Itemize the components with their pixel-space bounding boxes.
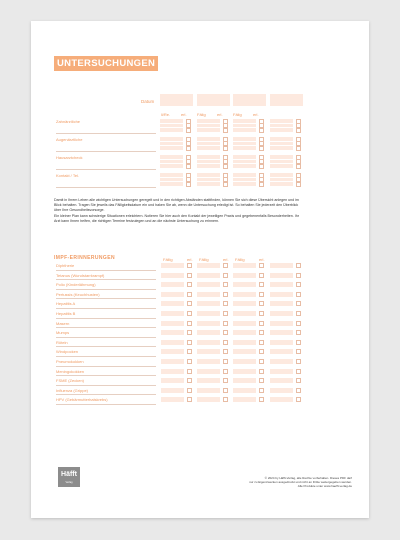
column-header: erl. xyxy=(217,112,223,117)
date-field[interactable] xyxy=(197,311,220,316)
date-field[interactable] xyxy=(160,182,183,186)
done-checkbox[interactable] xyxy=(187,311,192,316)
done-checkbox[interactable] xyxy=(223,282,228,287)
date-field[interactable] xyxy=(233,330,256,335)
done-checkbox[interactable] xyxy=(259,182,264,187)
date-field[interactable] xyxy=(197,142,220,146)
logo-subtitle: Verlag xyxy=(65,481,73,484)
date-field[interactable] xyxy=(233,263,256,268)
date-field[interactable] xyxy=(233,119,256,123)
done-checkbox[interactable] xyxy=(223,128,228,133)
date-field[interactable] xyxy=(197,388,220,393)
done-checkbox[interactable] xyxy=(259,378,264,383)
vaccine-label: Tetanus (Wundstarrkrampf) xyxy=(56,272,105,278)
column-header: Fällig xyxy=(163,257,173,262)
done-checkbox[interactable] xyxy=(187,273,192,278)
row-divider xyxy=(56,270,156,271)
date-field[interactable] xyxy=(270,330,293,335)
header-cell xyxy=(197,94,230,106)
date-field[interactable] xyxy=(197,340,220,345)
done-checkbox[interactable] xyxy=(187,321,192,326)
row-divider xyxy=(56,356,156,357)
date-field[interactable] xyxy=(270,155,293,159)
date-field[interactable] xyxy=(161,378,184,383)
date-field[interactable] xyxy=(161,388,184,393)
done-checkbox[interactable] xyxy=(296,292,301,297)
row-divider xyxy=(56,394,156,395)
copyright-line: © 2024 by Häfft-Verlag, alle Rechte vorbehalten. Dieses PDF darf xyxy=(264,476,352,480)
done-checkbox[interactable] xyxy=(296,273,301,278)
date-field[interactable] xyxy=(160,137,183,141)
date-field[interactable] xyxy=(160,160,183,164)
done-checkbox[interactable] xyxy=(223,263,228,268)
vaccine-label: Polio (Kinderlähmung) xyxy=(56,282,96,288)
done-checkbox[interactable] xyxy=(223,301,228,306)
done-checkbox[interactable] xyxy=(223,330,228,335)
vaccine-label: Pertussis (Keuchhusten) xyxy=(56,291,100,297)
row-divider xyxy=(56,327,156,328)
date-field[interactable] xyxy=(233,311,256,316)
done-checkbox[interactable] xyxy=(223,321,228,326)
done-checkbox[interactable] xyxy=(259,359,264,364)
date-field[interactable] xyxy=(161,349,184,354)
done-checkbox[interactable] xyxy=(223,349,228,354)
date-field[interactable] xyxy=(233,142,256,146)
done-checkbox[interactable] xyxy=(223,388,228,393)
done-checkbox[interactable] xyxy=(223,359,228,364)
header-cell xyxy=(270,94,303,106)
done-checkbox[interactable] xyxy=(223,397,228,402)
date-field[interactable] xyxy=(233,182,256,186)
row-divider xyxy=(56,385,156,386)
done-checkbox[interactable] xyxy=(296,369,301,374)
column-header: erl. xyxy=(259,257,265,262)
date-field[interactable] xyxy=(270,292,293,297)
done-checkbox[interactable] xyxy=(187,359,192,364)
date-field[interactable] xyxy=(161,263,184,268)
row-divider xyxy=(56,318,156,319)
done-checkbox[interactable] xyxy=(259,311,264,316)
date-field[interactable] xyxy=(197,178,220,182)
done-checkbox[interactable] xyxy=(223,146,228,151)
date-field[interactable] xyxy=(233,160,256,164)
date-field[interactable] xyxy=(270,369,293,374)
done-checkbox[interactable] xyxy=(296,282,301,287)
done-checkbox[interactable] xyxy=(259,282,264,287)
date-field[interactable] xyxy=(197,397,220,402)
date-field[interactable] xyxy=(161,340,184,345)
done-checkbox[interactable] xyxy=(187,397,192,402)
column-header: Fälig xyxy=(197,112,206,117)
date-field[interactable] xyxy=(197,273,220,278)
date-field[interactable] xyxy=(270,142,293,146)
row-label: Zahnärztliche xyxy=(56,119,81,124)
done-checkbox[interactable] xyxy=(259,146,264,151)
date-field[interactable] xyxy=(160,124,183,128)
vaccine-label: Hepatitis A xyxy=(56,301,76,307)
done-checkbox[interactable] xyxy=(186,128,191,133)
column-header: erl. xyxy=(181,112,187,117)
date-field[interactable] xyxy=(270,321,293,326)
done-checkbox[interactable] xyxy=(296,263,301,268)
done-checkbox[interactable] xyxy=(259,292,264,297)
done-checkbox[interactable] xyxy=(259,273,264,278)
vaccine-label: FSME (Zecken) xyxy=(56,378,85,384)
date-field[interactable] xyxy=(160,178,183,182)
date-field[interactable] xyxy=(233,273,256,278)
date-field[interactable] xyxy=(161,321,184,326)
date-field[interactable] xyxy=(197,119,220,123)
date-field[interactable] xyxy=(270,282,293,287)
date-field[interactable] xyxy=(197,128,220,132)
date-field[interactable] xyxy=(160,119,183,123)
date-field[interactable] xyxy=(160,173,183,177)
done-checkbox[interactable] xyxy=(296,340,301,345)
date-field[interactable] xyxy=(161,369,184,374)
done-checkbox[interactable] xyxy=(187,282,192,287)
done-checkbox[interactable] xyxy=(187,301,192,306)
column-header: Fälig xyxy=(233,112,242,117)
vaccine-label: Pneumokokken xyxy=(56,359,84,364)
done-checkbox[interactable] xyxy=(296,359,301,364)
date-field[interactable] xyxy=(197,146,220,150)
done-checkbox[interactable] xyxy=(259,388,264,393)
date-field[interactable] xyxy=(233,369,256,374)
done-checkbox[interactable] xyxy=(223,378,228,383)
date-field[interactable] xyxy=(161,282,184,287)
date-field[interactable] xyxy=(233,137,256,141)
done-checkbox[interactable] xyxy=(223,340,228,345)
column-header: Fällig xyxy=(235,257,245,262)
date-field[interactable] xyxy=(233,124,256,128)
vaccine-label: Hepatitis B xyxy=(56,311,76,316)
done-checkbox[interactable] xyxy=(259,340,264,345)
date-field[interactable] xyxy=(233,292,256,297)
date-field[interactable] xyxy=(233,164,256,168)
date-field[interactable] xyxy=(161,273,184,278)
done-checkbox[interactable] xyxy=(296,311,301,316)
done-checkbox[interactable] xyxy=(296,378,301,383)
date-field[interactable] xyxy=(270,340,293,345)
date-field[interactable] xyxy=(197,160,220,164)
date-field[interactable] xyxy=(161,301,184,306)
done-checkbox[interactable] xyxy=(296,128,301,133)
date-field[interactable] xyxy=(270,124,293,128)
done-checkbox[interactable] xyxy=(296,349,301,354)
date-field[interactable] xyxy=(197,292,220,297)
row-divider xyxy=(56,169,156,170)
date-field[interactable] xyxy=(197,349,220,354)
vaccine-label: Influenza (Grippe) xyxy=(56,387,89,393)
logo-text: Häfft xyxy=(61,471,77,478)
date-field[interactable] xyxy=(233,388,256,393)
done-checkbox[interactable] xyxy=(259,263,264,268)
row-divider xyxy=(56,346,156,347)
done-checkbox[interactable] xyxy=(259,321,264,326)
date-field[interactable] xyxy=(270,160,293,164)
date-field[interactable] xyxy=(197,155,220,159)
date-field[interactable] xyxy=(270,359,293,364)
date-field[interactable] xyxy=(233,378,256,383)
date-field[interactable] xyxy=(197,263,220,268)
done-checkbox[interactable] xyxy=(296,146,301,151)
row-divider xyxy=(56,133,156,134)
done-checkbox[interactable] xyxy=(223,273,228,278)
date-field[interactable] xyxy=(270,378,293,383)
date-field[interactable] xyxy=(233,128,256,132)
intro-paragraph: Damit in Ihrem Leben alle wichtigen Untersuchungen geregelt und in den richtigen Abständen stattfinden, können Sie sich diese Übersicht anlegen und im Blick behalten. Tragen Sie jeweils das Fälligkeitsdatum ein und haken Sie ab, wenn die Untersuchung erledigt ist. So behalten Sie jederzeit den Überblick über Ihre Gesundheitsvorsorge. xyxy=(54,198,299,213)
date-field[interactable] xyxy=(160,128,183,132)
row-divider xyxy=(56,279,156,280)
date-field[interactable] xyxy=(270,301,293,306)
done-checkbox[interactable] xyxy=(223,182,228,187)
date-field[interactable] xyxy=(233,173,256,177)
date-field[interactable] xyxy=(197,330,220,335)
copyright-notice xyxy=(212,476,352,488)
section-title-impf: IMPF-ERINNERUNGEN xyxy=(54,255,115,261)
done-checkbox[interactable] xyxy=(296,388,301,393)
date-field[interactable] xyxy=(233,340,256,345)
date-field[interactable] xyxy=(197,369,220,374)
done-checkbox[interactable] xyxy=(259,164,264,169)
date-field[interactable] xyxy=(270,182,293,186)
column-header: li/Re. xyxy=(161,112,171,117)
row-divider xyxy=(56,404,156,405)
header-cell xyxy=(160,94,193,106)
done-checkbox[interactable] xyxy=(296,301,301,306)
copyright-line: nur zu Eigenzwecken ausgedruckt und nicht an Dritte weitergegeben werden. xyxy=(249,480,352,485)
done-checkbox[interactable] xyxy=(187,378,192,383)
date-field[interactable] xyxy=(270,128,293,132)
date-field[interactable] xyxy=(160,155,183,159)
row-divider xyxy=(56,337,156,338)
row-divider xyxy=(56,187,156,188)
row-label: Augenärztliche xyxy=(56,137,83,142)
date-field[interactable] xyxy=(233,301,256,306)
done-checkbox[interactable] xyxy=(259,369,264,374)
row-divider xyxy=(56,308,156,309)
publisher-logo xyxy=(58,467,80,487)
done-checkbox[interactable] xyxy=(296,397,301,402)
date-field[interactable] xyxy=(270,173,293,177)
done-checkbox[interactable] xyxy=(187,369,192,374)
datum-label: Datum xyxy=(141,99,155,104)
done-checkbox[interactable] xyxy=(187,330,192,335)
vaccine-label: HPV (Gebärmutterhalskrebs) xyxy=(56,397,108,403)
date-field[interactable] xyxy=(270,311,293,316)
date-field[interactable] xyxy=(197,164,220,168)
done-checkbox[interactable] xyxy=(296,164,301,169)
row-divider xyxy=(56,366,156,367)
done-checkbox[interactable] xyxy=(223,292,228,297)
date-field[interactable] xyxy=(233,155,256,159)
done-checkbox[interactable] xyxy=(186,182,191,187)
date-field[interactable] xyxy=(197,378,220,383)
date-field[interactable] xyxy=(160,142,183,146)
copyright-line: Alle Produkte unter www.haefft-verlag.de xyxy=(297,484,352,489)
done-checkbox[interactable] xyxy=(259,349,264,354)
done-checkbox[interactable] xyxy=(296,182,301,187)
done-checkbox[interactable] xyxy=(259,330,264,335)
date-field[interactable] xyxy=(270,164,293,168)
row-label: Hausarztcheck xyxy=(56,155,83,160)
header-cell xyxy=(233,94,266,106)
done-checkbox[interactable] xyxy=(259,397,264,402)
date-field[interactable] xyxy=(197,173,220,177)
done-checkbox[interactable] xyxy=(223,369,228,374)
done-checkbox[interactable] xyxy=(223,164,228,169)
date-field[interactable] xyxy=(270,397,293,402)
date-field[interactable] xyxy=(270,146,293,150)
date-field[interactable] xyxy=(197,301,220,306)
row-label: Kontakt / Tel. xyxy=(56,173,80,178)
done-checkbox[interactable] xyxy=(186,164,191,169)
date-field[interactable] xyxy=(197,321,220,326)
date-field[interactable] xyxy=(233,178,256,182)
date-field[interactable] xyxy=(197,137,220,141)
date-field[interactable] xyxy=(233,282,256,287)
info-paragraph: Ein kleiner Plan kann schwierige Situationen erleichtern. Notieren Sie hier auch den Kontakt der jeweiligen Praxis und gegebenenfalls Besonderheiten. Ihr Arzt kann Ihnen helfen, die richtigen Termine festzulegen und an die nächste Untersuchung zu erinnern. xyxy=(54,214,299,224)
date-field[interactable] xyxy=(233,397,256,402)
column-header: erl. xyxy=(223,257,229,262)
date-field[interactable] xyxy=(270,119,293,123)
date-field[interactable] xyxy=(160,146,183,150)
date-field[interactable] xyxy=(270,178,293,182)
date-field[interactable] xyxy=(161,292,184,297)
date-field[interactable] xyxy=(197,282,220,287)
done-checkbox[interactable] xyxy=(259,301,264,306)
date-field[interactable] xyxy=(233,349,256,354)
date-field[interactable] xyxy=(197,182,220,186)
date-field[interactable] xyxy=(161,359,184,364)
date-field[interactable] xyxy=(270,263,293,268)
row-divider xyxy=(56,375,156,376)
done-checkbox[interactable] xyxy=(187,349,192,354)
column-header: erl. xyxy=(253,112,259,117)
row-divider xyxy=(56,289,156,290)
vaccine-label: Mumps xyxy=(56,330,70,336)
column-header: erl. xyxy=(187,257,193,262)
done-checkbox[interactable] xyxy=(259,128,264,133)
column-header: Fällig xyxy=(199,257,209,262)
done-checkbox[interactable] xyxy=(187,388,192,393)
row-divider xyxy=(56,298,156,299)
done-checkbox[interactable] xyxy=(296,330,301,335)
date-field[interactable] xyxy=(161,311,184,316)
done-checkbox[interactable] xyxy=(187,292,192,297)
vaccine-label: Windpocken xyxy=(56,349,79,355)
row-divider xyxy=(56,151,156,152)
date-field[interactable] xyxy=(270,349,293,354)
date-field[interactable] xyxy=(270,388,293,393)
date-field[interactable] xyxy=(233,321,256,326)
date-field[interactable] xyxy=(161,330,184,335)
done-checkbox[interactable] xyxy=(186,146,191,151)
date-field[interactable] xyxy=(161,397,184,402)
date-field[interactable] xyxy=(270,273,293,278)
vaccine-label: Meningokokken xyxy=(56,368,85,374)
date-field[interactable] xyxy=(233,359,256,364)
date-field[interactable] xyxy=(160,164,183,168)
done-checkbox[interactable] xyxy=(187,263,192,268)
done-checkbox[interactable] xyxy=(187,340,192,345)
vaccine-label: Masern xyxy=(56,320,70,326)
vaccine-label: Röteln xyxy=(56,339,68,345)
page-title: UNTERSUCHUNGEN xyxy=(54,56,158,71)
vaccine-label: Diphtherie xyxy=(56,263,75,268)
date-field[interactable] xyxy=(233,146,256,150)
date-field[interactable] xyxy=(270,137,293,141)
date-field[interactable] xyxy=(197,124,220,128)
done-checkbox[interactable] xyxy=(223,311,228,316)
done-checkbox[interactable] xyxy=(296,321,301,326)
date-field[interactable] xyxy=(197,359,220,364)
